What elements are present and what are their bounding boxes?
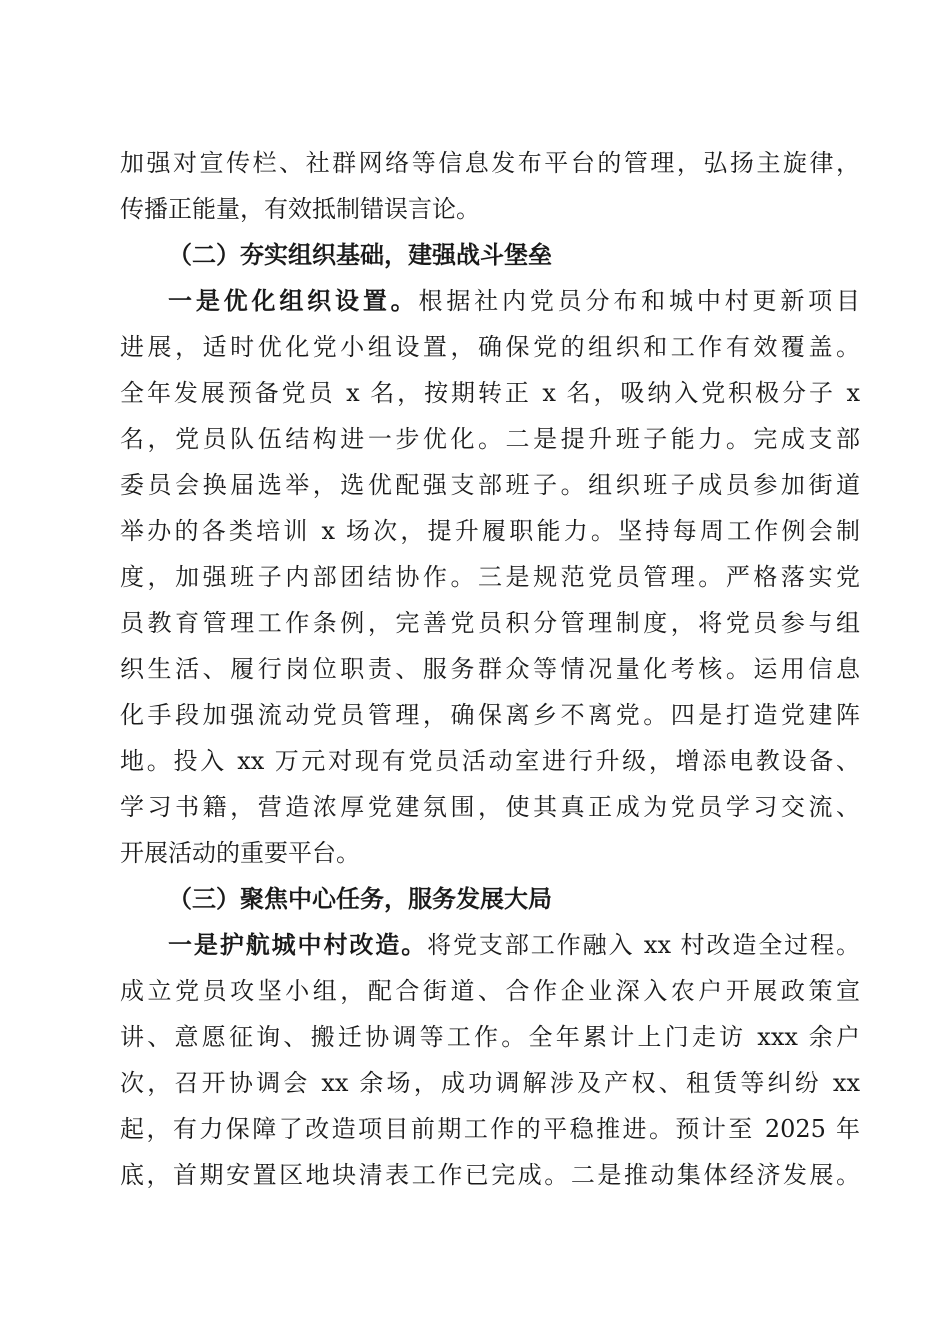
lead-phrase: 一是优化组织设置。 (168, 286, 419, 315)
section-heading-2: （二）夯实组织基础，建强战斗堡垒 (168, 240, 552, 269)
paragraph-line: 次，召开协调会 xx 余场，成功调解涉及产权、租赁等纠纷 xx (120, 1069, 860, 1097)
paragraph-line: 委员会换届选举，选优配强支部班子。组织班子成员参加街道 (120, 471, 860, 499)
paragraph-line: 学习书籍，营造浓厚党建氛围，使其真正成为党员学习交流、 (120, 793, 860, 821)
paragraph-line: 化手段加强流动党员管理，确保离乡不离党。四是打造党建阵 (120, 701, 860, 729)
paragraph-line: 讲、意愿征询、搬迁协调等工作。全年累计上门走访 xxx 余户 (120, 1023, 860, 1051)
paragraph-line: 开展活动的重要平台。 (120, 839, 360, 867)
paragraph-line: 全年发展预备党员 x 名，按期转正 x 名，吸纳入党积极分子 x (120, 379, 860, 407)
paragraph-line: 传播正能量，有效抵制错误言论。 (120, 195, 480, 223)
paragraph-line: 地。投入 xx 万元对现有党员活动室进行升级，增添电教设备、 (120, 747, 860, 775)
paragraph-line: 度，加强班子内部团结协作。三是规范党员管理。严格落实党 (120, 563, 860, 591)
paragraph-line: 底，首期安置区地块清表工作已完成。二是推动集体经济发展。 (120, 1161, 860, 1189)
paragraph-line: 进展，适时优化党小组设置，确保党的组织和工作有效覆盖。 (120, 333, 860, 361)
lead-phrase: 一是护航城中村改造。 (168, 930, 428, 959)
paragraph-line: 起，有力保障了改造项目前期工作的平稳推进。预计至 2025 年 (120, 1115, 860, 1143)
paragraph-line: 名，党员队伍结构进一步优化。二是提升班子能力。完成支部 (120, 425, 860, 453)
paragraph-line: 成立党员攻坚小组，配合街道、合作企业深入农户开展政策宣 (120, 977, 860, 1005)
paragraph-line: 织生活、履行岗位职责、服务群众等情况量化考核。运用信息 (120, 655, 860, 683)
paragraph-line (168, 922, 860, 968)
paragraph-text: 将党支部工作融入 xx 村改造全过程。 (427, 931, 861, 959)
paragraph-text: 根据社内党员分布和城中村更新项目 (418, 287, 860, 315)
paragraph-line: 加强对宣传栏、社群网络等信息发布平台的管理，弘扬主旋律， (120, 149, 860, 177)
paragraph-line: 员教育管理工作条例，完善党员积分管理制度，将党员参与组 (120, 609, 860, 637)
paragraph-line (168, 278, 860, 324)
paragraph-line: 举办的各类培训 x 场次，提升履职能力。坚持每周工作例会制 (120, 517, 860, 545)
section-heading-3: （三）聚焦中心任务，服务发展大局 (168, 884, 552, 913)
